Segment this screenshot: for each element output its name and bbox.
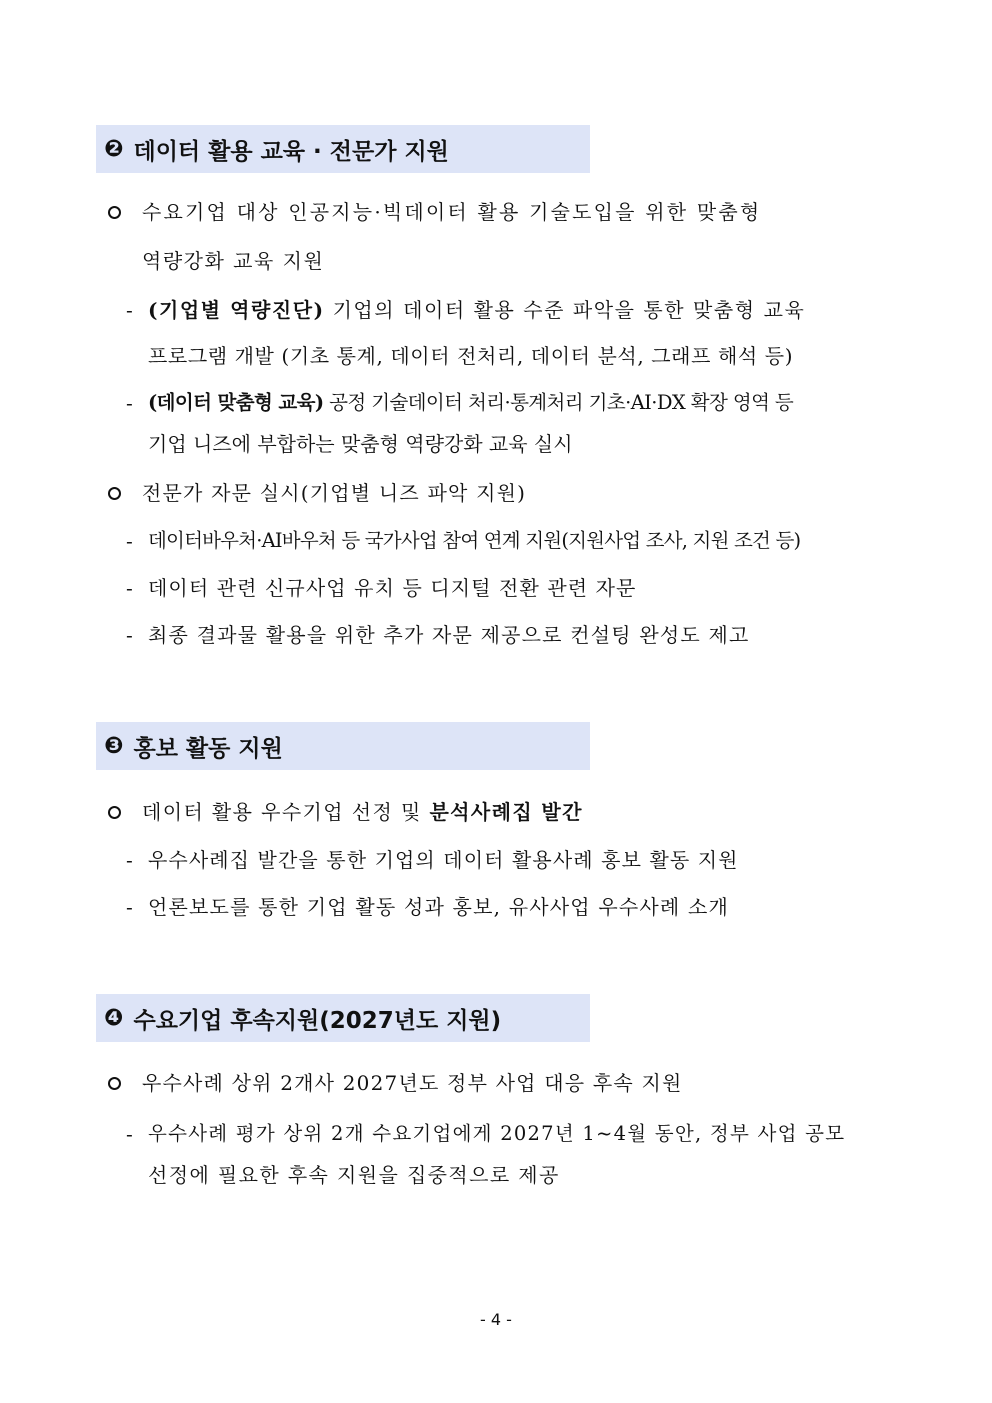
bullet-text-continued: 역량강화 교육 지원 — [142, 249, 325, 273]
dash-marker: - — [126, 895, 133, 919]
circle-bullet-icon — [108, 806, 121, 819]
section-number: ❹ — [104, 1005, 124, 1031]
dash-marker: - — [126, 529, 133, 553]
circle-bullet-icon — [108, 206, 121, 219]
circle-bullet-icon — [108, 487, 121, 500]
bullet-text — [142, 798, 583, 826]
sub-item: 우수사례집 발간을 통한 기업의 데이터 활용사례 홍보 활동 지원 — [148, 848, 739, 872]
section-title: 홍보 활동 지원 — [133, 735, 283, 762]
sub-item: 우수사례 평가 상위 2개 수요기업에게 2027년 1~4월 동안, 정부 사업 공모 — [148, 1122, 846, 1145]
sub-item-text: 공정 기술데이터 처리·통계처리 기초·AI·DX 확장 영역 등 — [329, 391, 794, 414]
bullet-text-bold: 분석사례집 발간 — [429, 800, 583, 824]
sub-item: 언론보도를 통한 기업 활동 성과 홍보, 유사사업 우수사례 소개 — [148, 895, 730, 919]
bullet-text: 우수사례 상위 2개사 2027년도 정부 사업 대응 후속 지원 — [142, 1071, 683, 1095]
sub-item-continued: 기업 니즈에 부합하는 맞춤형 역량강화 교육 실시 — [148, 432, 573, 456]
dash-marker: - — [126, 1122, 133, 1146]
section-2-heading — [96, 125, 590, 173]
dash-marker: - — [126, 298, 133, 322]
dash-marker: - — [126, 576, 133, 600]
section-number: ❷ — [104, 136, 124, 162]
bullet-text-plain: 데이터 활용 우수기업 선정 및 — [142, 800, 422, 824]
dash-marker: - — [126, 848, 133, 872]
bullet-text: 수요기업 대상 인공지능·빅데이터 활용 기술도입을 위한 맞춤형 — [142, 200, 762, 224]
dash-marker: - — [126, 391, 133, 415]
sub-item — [148, 296, 805, 324]
sub-item-label: (기업별 역량진단) — [148, 298, 325, 322]
sub-item: 데이터 관련 신규사업 유치 등 디지털 전환 관련 자문 — [148, 576, 637, 600]
sub-item-continued: 선정에 필요한 후속 지원을 집중적으로 제공 — [148, 1163, 560, 1187]
sub-item: 데이터바우처·AI바우처 등 국가사업 참여 연계 지원(지원사업 조사, 지원 조건 등) — [148, 529, 801, 552]
bullet-text: 전문가 자문 실시(기업별 니즈 파악 지원) — [142, 481, 527, 505]
sub-item — [148, 389, 793, 417]
page-number: - 4 - — [480, 1310, 512, 1329]
section-4-heading — [96, 994, 590, 1042]
section-title: 데이터 활용 교육 · 전문가 지원 — [133, 138, 449, 165]
sub-item-label: (데이터 맞춤형 교육) — [148, 391, 324, 414]
circle-bullet-icon — [108, 1077, 121, 1090]
section-title: 수요기업 후속지원(2027년도 지원) — [133, 1007, 502, 1034]
sub-item: 최종 결과물 활용을 위한 추가 자문 제공으로 컨설팅 완성도 제고 — [148, 623, 750, 647]
sub-item-continued: 프로그램 개발 (기초 통계, 데이터 전처리, 데이터 분석, 그래프 해석 등) — [148, 344, 794, 368]
sub-item-text: 기업의 데이터 활용 수준 파악을 통한 맞춤형 교육 — [332, 298, 806, 322]
section-3-heading — [96, 722, 590, 770]
section-number: ❸ — [104, 733, 124, 759]
dash-marker: - — [126, 623, 133, 647]
